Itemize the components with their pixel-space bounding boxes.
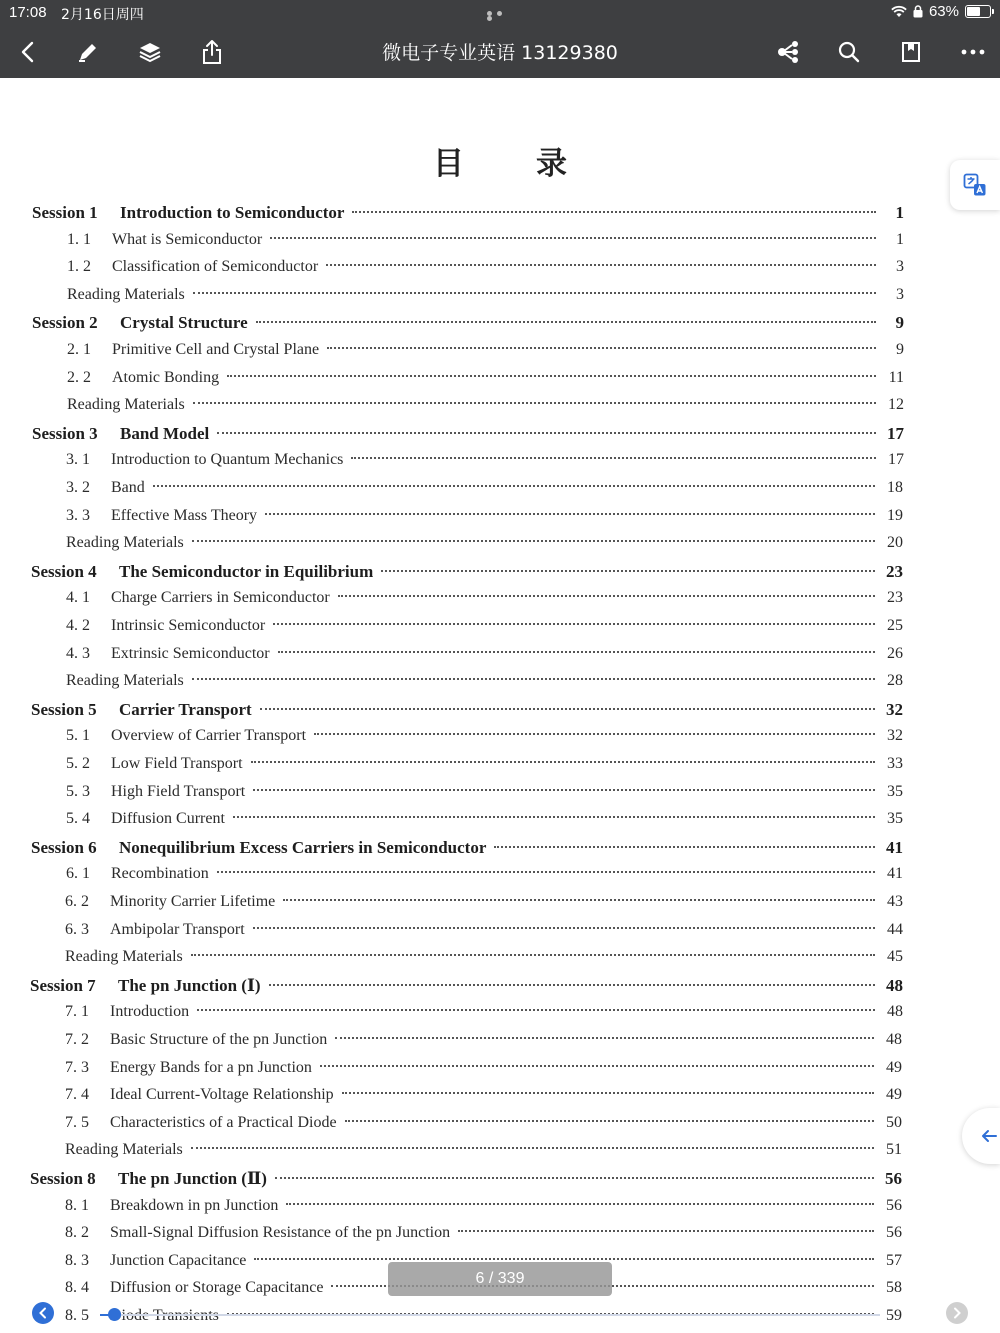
toc-page-number: 23 <box>886 562 903 581</box>
toc-title: Effective Mass Theory <box>111 507 258 524</box>
scrubber-handle[interactable] <box>108 1308 121 1321</box>
toc-number: 7. 3 <box>65 1059 89 1076</box>
toc-number: 1. 1 <box>67 231 91 248</box>
status-date: 2月16日周四 <box>61 7 144 23</box>
toc-subsection-row[interactable] <box>66 645 903 671</box>
toc-number: Session 8 <box>30 1169 96 1188</box>
toc-title: Basic Structure of the pn Junction <box>110 1031 328 1048</box>
chevron-left-icon <box>38 1307 48 1319</box>
toc-page-number: 32 <box>887 727 903 744</box>
toc-page-number: 59 <box>886 1307 902 1324</box>
toc-title: Introduction to Semiconductor <box>120 203 345 222</box>
toc-title: Reading Materials <box>66 534 184 551</box>
toc-page-number: 44 <box>887 921 903 938</box>
toc-number: 8. 5 <box>65 1307 89 1324</box>
toc-title: High Field Transport <box>111 783 246 800</box>
toc-page-number: 20 <box>887 534 903 551</box>
battery-percent: 63% <box>928 3 959 20</box>
dot-leader <box>345 1120 874 1122</box>
toc-subsection-row[interactable] <box>65 1059 902 1085</box>
toc-title: Diffusion Current <box>111 810 225 827</box>
toc-page-number: 28 <box>887 672 903 689</box>
toc-title: Ambipolar Transport <box>110 921 245 938</box>
dot-leader <box>278 651 875 653</box>
dot-leader <box>256 321 876 323</box>
toc-page-number: 49 <box>886 1059 902 1076</box>
status-right <box>891 3 991 20</box>
toc-subsection-row[interactable] <box>67 258 904 284</box>
toc-subsection-row[interactable] <box>67 231 904 257</box>
dot-leader <box>192 678 875 680</box>
toc-title: Reading Materials <box>65 948 183 965</box>
next-page-button[interactable] <box>946 1302 968 1324</box>
toc-reading-row[interactable] <box>67 396 904 422</box>
toc-title: Overview of Carrier Transport <box>111 727 307 744</box>
toc-number: 5. 1 <box>66 727 90 744</box>
toc-page-number: 25 <box>887 617 903 634</box>
toc-subsection-row[interactable] <box>67 369 904 395</box>
toc-page-number: 1 <box>896 231 904 248</box>
dot-leader <box>381 570 875 572</box>
toc-number: Session 1 <box>32 203 98 222</box>
toc-session-row[interactable] <box>30 1169 902 1195</box>
toc-title: Minority Carrier Lifetime <box>110 893 276 910</box>
chevron-right-icon <box>952 1307 962 1319</box>
toc-title: Carrier Transport <box>119 700 252 719</box>
toc-reading-row[interactable] <box>66 534 903 560</box>
toc-title: Reading Materials <box>67 396 185 413</box>
document-title: 微电子专业英语 13129380 <box>382 42 618 64</box>
dot-leader <box>191 1147 874 1149</box>
toc-subsection-row[interactable] <box>66 589 903 615</box>
toc-page-number: 41 <box>887 865 903 882</box>
toc-page-number: 19 <box>887 507 903 524</box>
toc-subsection-row[interactable] <box>66 865 903 891</box>
toc-number: 4. 3 <box>66 645 90 662</box>
toc-title: Introduction to Quantum Mechanics <box>111 451 344 468</box>
toc-title: What is Semiconductor <box>112 231 263 248</box>
toc-session-row[interactable] <box>32 313 904 339</box>
bookmark-icon <box>900 40 922 64</box>
toc-page-number: 51 <box>886 1141 902 1158</box>
toc-page-number: 57 <box>886 1252 902 1269</box>
dot-leader <box>326 264 876 266</box>
toc-subsection-row[interactable] <box>65 1197 902 1223</box>
page-heading: 目录 <box>433 146 639 182</box>
toc-page-number: 32 <box>886 700 903 719</box>
dot-leader <box>314 733 875 735</box>
toc-subsection-row[interactable] <box>66 617 903 643</box>
dot-leader <box>283 899 875 901</box>
search-icon <box>837 40 861 64</box>
toc-number: 5. 2 <box>66 755 90 772</box>
toc-page-number: 43 <box>887 893 903 910</box>
layers-icon <box>138 40 162 64</box>
toc-page-number: 26 <box>887 645 903 662</box>
toc-number: 6. 1 <box>66 865 90 882</box>
page-scrubber[interactable] <box>100 1314 880 1316</box>
toc-session-row[interactable] <box>32 203 904 229</box>
dot-leader <box>494 846 875 848</box>
dot-leader <box>193 292 876 294</box>
toc-page-number: 41 <box>886 838 903 857</box>
toc-number: 6. 3 <box>65 921 89 938</box>
bookmark-button[interactable] <box>893 34 929 70</box>
toc-page-number: 35 <box>887 783 903 800</box>
dot-leader <box>217 871 875 873</box>
toc-title: Classification of Semiconductor <box>112 258 319 275</box>
toc-session-row[interactable] <box>31 838 903 864</box>
toc-page-number: 3 <box>896 258 904 275</box>
page-indicator: 6 / 339 <box>388 1262 612 1296</box>
toc-page-number: 12 <box>888 396 904 413</box>
toc-page-number: 45 <box>887 948 903 965</box>
toc-number: 3. 3 <box>66 507 90 524</box>
toc-subsection-row[interactable] <box>66 810 903 836</box>
toc-title: Low Field Transport <box>111 755 243 772</box>
toc-session-row[interactable] <box>32 424 904 450</box>
more-button[interactable] <box>955 34 991 70</box>
toc-subsection-row[interactable] <box>66 507 903 533</box>
toc-subsection-row[interactable] <box>65 893 903 919</box>
toc-number: 8. 2 <box>65 1224 89 1241</box>
toc-subsection-row[interactable] <box>67 341 904 367</box>
toc-subsection-row[interactable] <box>65 1086 902 1112</box>
translate-icon <box>963 173 987 197</box>
toc-title: Recombination <box>111 865 209 882</box>
arrow-left-icon <box>980 1128 998 1144</box>
toc-subsection-row[interactable] <box>65 1114 902 1140</box>
toc-number: Session 5 <box>31 700 97 719</box>
toc-number: 8. 4 <box>65 1279 89 1296</box>
toc-page-number: 56 <box>886 1224 902 1241</box>
toc-number: 4. 2 <box>66 617 90 634</box>
mindmap-icon <box>775 40 801 64</box>
toc-number: 7. 1 <box>65 1003 89 1020</box>
toc-reading-row[interactable] <box>65 948 903 974</box>
toc-number: 6. 2 <box>65 893 89 910</box>
toc-subsection-row[interactable] <box>65 921 903 947</box>
toc-page-number: 58 <box>886 1279 902 1296</box>
toc-page-number: 17 <box>887 424 904 443</box>
dot-leader <box>193 402 876 404</box>
toc-session-row[interactable] <box>31 700 903 726</box>
toc-subsection-row[interactable] <box>66 755 903 781</box>
dot-leader <box>275 1177 874 1179</box>
toc-session-row[interactable] <box>30 976 903 1002</box>
toc-title: Breakdown in pn Junction <box>110 1197 279 1214</box>
dot-leader <box>191 954 875 956</box>
status-time: 17:08 <box>9 4 47 21</box>
dot-leader <box>286 1203 874 1205</box>
toc-title: Ideal Current-Voltage Relationship <box>110 1086 334 1103</box>
pdf-page[interactable] <box>0 78 1000 1333</box>
back-button[interactable] <box>10 34 46 70</box>
toc-page-number: 11 <box>888 369 904 386</box>
dot-leader <box>269 984 875 986</box>
dot-leader <box>352 211 876 213</box>
toc-reading-row[interactable] <box>65 1141 902 1167</box>
toc-page-number: 18 <box>887 479 903 496</box>
toc-title: Band <box>111 479 145 496</box>
toc-page-number: 49 <box>886 1086 902 1103</box>
lock-icon <box>913 5 923 18</box>
toc-number: 3. 1 <box>66 451 90 468</box>
toc-page-number: 3 <box>896 286 904 303</box>
layers-button[interactable] <box>132 34 168 70</box>
annotate-button[interactable] <box>70 34 106 70</box>
dot-leader <box>458 1230 874 1232</box>
dot-leader <box>217 432 876 434</box>
toc-subsection-row[interactable] <box>66 479 903 505</box>
toc-number: 5. 4 <box>66 810 90 827</box>
dot-leader <box>233 816 875 818</box>
share-icon <box>200 39 224 65</box>
dot-leader <box>254 1258 874 1260</box>
dot-leader <box>251 761 875 763</box>
toc-number: Session 3 <box>32 424 98 443</box>
dot-leader <box>335 1037 874 1039</box>
dot-leader <box>192 540 875 542</box>
toc-reading-row[interactable] <box>66 672 903 698</box>
toc-number: 7. 4 <box>65 1086 89 1103</box>
toc-title: Small-Signal Diffusion Resistance of the pn Junction <box>110 1224 451 1241</box>
dot-leader <box>253 927 875 929</box>
mindmap-button[interactable] <box>770 34 806 70</box>
status-bar <box>0 0 1000 26</box>
share-button[interactable] <box>194 34 230 70</box>
toc-number: 7. 5 <box>65 1114 89 1131</box>
toc-page-number: 56 <box>885 1169 902 1188</box>
toc-subsection-row[interactable] <box>66 451 904 477</box>
toc-subsection-row[interactable] <box>65 1307 902 1333</box>
dot-leader <box>253 789 875 791</box>
dot-leader <box>273 623 875 625</box>
toc-title: Atomic Bonding <box>112 369 220 386</box>
dot-leader <box>260 708 875 710</box>
dot-leader <box>320 1065 874 1067</box>
toc-title: Band Model <box>120 424 210 443</box>
toc-subsection-row[interactable] <box>65 1003 903 1029</box>
toc-number: Session 6 <box>31 838 97 857</box>
dot-leader <box>338 595 875 597</box>
toc-subsection-row[interactable] <box>65 1224 902 1250</box>
toc-title: The Semiconductor in Equilibrium <box>119 562 374 581</box>
back-icon <box>18 41 38 63</box>
toc-page-number: 35 <box>887 810 903 827</box>
dot-leader <box>270 237 876 239</box>
toc-subsection-row[interactable] <box>66 727 903 753</box>
toc-title: Diffusion or Storage Capacitance <box>110 1279 324 1296</box>
toc-title: The pn Junction (Ⅰ) <box>118 976 261 995</box>
toc-number: Session 2 <box>32 313 98 332</box>
toc-title: Reading Materials <box>67 286 185 303</box>
toc-title: Nonequilibrium Excess Carriers in Semiconductor <box>119 838 487 857</box>
dot-leader <box>351 457 876 459</box>
toc-title: Reading Materials <box>65 1141 183 1158</box>
translate-button[interactable] <box>950 160 1000 210</box>
toc-number: 8. 3 <box>65 1252 89 1269</box>
toc-title: Introduction <box>110 1003 190 1020</box>
toc-title: Extrinsic Semiconductor <box>111 645 270 662</box>
toc-subsection-row[interactable] <box>66 783 903 809</box>
toc-number: 4. 1 <box>66 589 90 606</box>
multitasking-dots-icon[interactable] <box>487 11 513 16</box>
toc-title: Crystal Structure <box>120 313 248 332</box>
toc-page-number: 33 <box>887 755 903 772</box>
dot-leader <box>227 375 876 377</box>
toc-subsection-row[interactable] <box>65 1031 902 1057</box>
toc-number: 1. 2 <box>67 258 91 275</box>
toc-page-number: 17 <box>888 451 904 468</box>
toc-number: 2. 1 <box>67 341 91 358</box>
previous-page-button[interactable] <box>32 1302 54 1324</box>
toc-title: Energy Bands for a pn Junction <box>110 1059 312 1076</box>
toc-number: 5. 3 <box>66 783 90 800</box>
toc-page-number: 1 <box>895 203 904 222</box>
toc-page-number: 48 <box>886 1031 902 1048</box>
dot-leader <box>153 485 875 487</box>
toc-number: 8. 1 <box>65 1197 89 1214</box>
toc-number: Session 4 <box>31 562 97 581</box>
toc-title: Junction Capacitance <box>110 1252 247 1269</box>
toc-title <box>110 1307 219 1325</box>
search-button[interactable] <box>831 34 867 70</box>
dot-leader <box>197 1009 875 1011</box>
toc-title: Charge Carriers in Semiconductor <box>111 589 330 606</box>
toc-title: Intrinsic Semiconductor <box>111 617 266 634</box>
toc-title: Reading Materials <box>66 672 184 689</box>
toc-number: 2. 2 <box>67 369 91 386</box>
pen-icon <box>76 40 100 64</box>
dot-leader <box>265 513 875 515</box>
wifi-icon <box>891 5 907 18</box>
top-bar <box>0 0 1000 78</box>
toc-session-row[interactable] <box>31 562 903 588</box>
toc-number: 7. 2 <box>65 1031 89 1048</box>
toc-page-number: 9 <box>895 313 904 332</box>
battery-icon <box>965 5 991 18</box>
toc-page-number: 48 <box>887 1003 903 1020</box>
toc-number: Session 7 <box>30 976 96 995</box>
toc-page-number: 48 <box>886 976 903 995</box>
toc-page-number: 56 <box>886 1197 902 1214</box>
toc-title: Primitive Cell and Crystal Plane <box>112 341 320 358</box>
toc-title: The pn Junction (Ⅱ) <box>118 1169 267 1188</box>
toc-page-number: 23 <box>887 589 903 606</box>
toc-number: 3. 2 <box>66 479 90 496</box>
toc-reading-row[interactable] <box>67 286 904 312</box>
toc-title: Characteristics of a Practical Diode <box>110 1114 337 1131</box>
more-icon <box>961 49 985 55</box>
dot-leader <box>342 1092 874 1094</box>
toc-page-number: 9 <box>896 341 904 358</box>
toc-page-number: 50 <box>886 1114 902 1131</box>
dot-leader <box>327 347 876 349</box>
